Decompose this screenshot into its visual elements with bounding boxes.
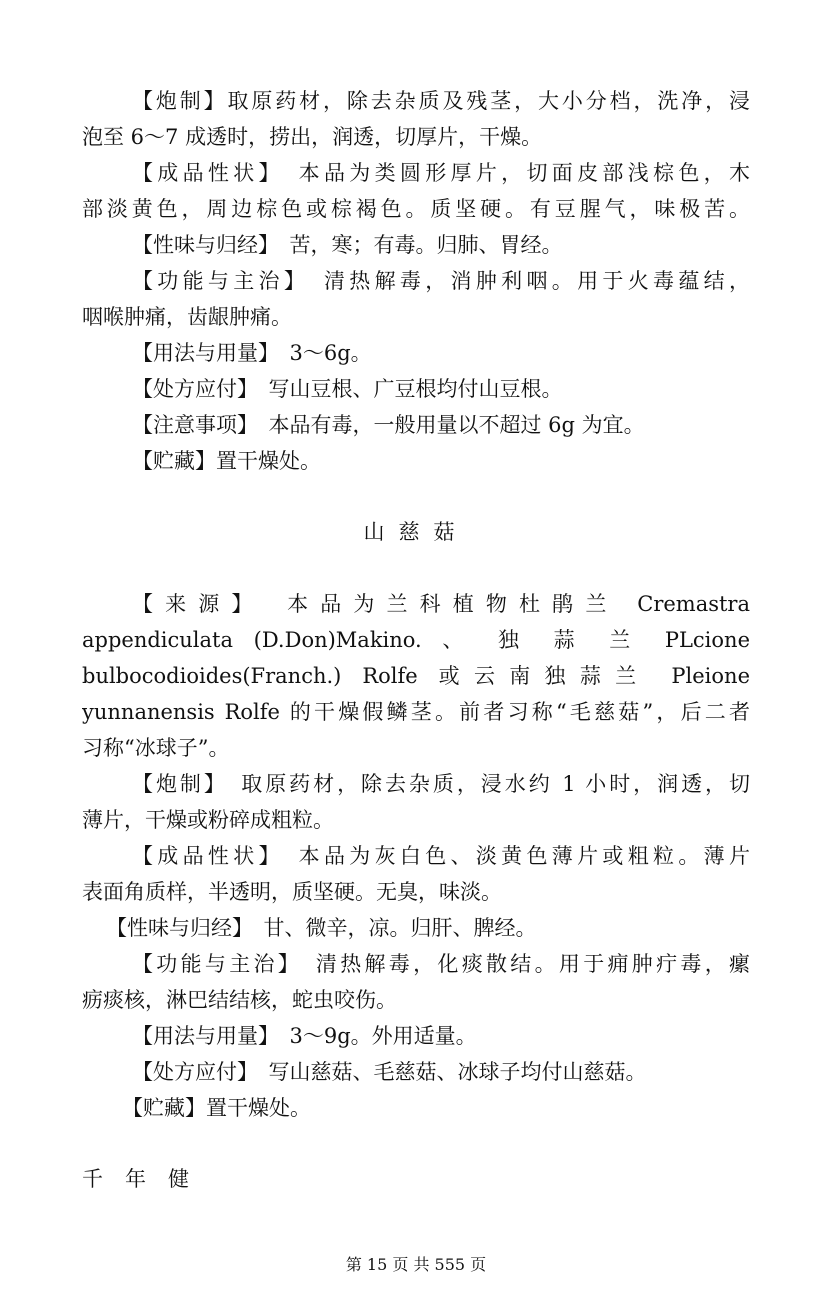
paragraph-line: 咽喉肿痛，齿龈肿痛。 — [82, 305, 292, 329]
paragraph-line: 【炮制】 取原药材，除去杂质，浸水约 1 小时，润透，切 — [132, 772, 750, 796]
paragraph-line: 【注意事项】 本品有毒，一般用量以不超过 6g 为宜。 — [132, 413, 645, 437]
paragraph-line: 表面角质样，半透明，质坚硬。无臭，味淡。 — [82, 880, 502, 904]
page-number-footer: 第 15 页 共 555 页 — [345, 1255, 487, 1274]
paragraph-line: 【用法与用量】 3～6g。 — [132, 341, 372, 365]
paragraph-line: 【处方应付】 写山豆根、广豆根均付山豆根。 — [132, 377, 563, 401]
section-title: 千年健 — [82, 1167, 211, 1191]
paragraph-line: 部淡黄色，周边棕色或棕褐色。质坚硬。有豆腥气，味极苦。 — [82, 197, 750, 221]
paragraph-line: 【贮藏】置干燥处。 — [122, 1096, 311, 1120]
paragraph-line: 泡至 6～7 成透时，捞出，润透，切厚片，干燥。 — [82, 125, 543, 149]
paragraph-line: 【功能与主治】 清热解毒，化痰散结。用于痈肿疔毒，瘰 — [132, 952, 750, 976]
section-title: 山慈菇 — [363, 520, 469, 544]
paragraph-line: 【成品性状】 本品为类圆形厚片，切面皮部浅棕色，木 — [132, 161, 750, 185]
paragraph-line: 【用法与用量】 3～9g。外用适量。 — [132, 1024, 477, 1048]
paragraph-line: 薄片，干燥或粉碎成粗粒。 — [82, 808, 334, 832]
paragraph-line: 【性味与归经】 甘、微辛，凉。归肝、脾经。 — [106, 916, 537, 940]
paragraph-line: 习称“冰球子”。 — [82, 736, 230, 760]
paragraph-line: 【功能与主治】 清热解毒，消肿利咽。用于火毒蕴结， — [132, 269, 750, 293]
paragraph-line: 【处方应付】 写山慈菇、毛慈菇、冰球子均付山慈菇。 — [132, 1060, 647, 1084]
paragraph-line: 【来源】 本品为兰科植物杜鹃兰 Cremastra — [132, 592, 750, 616]
paragraph-line: appendiculata (D.Don)Makino. 、 独 蒜 兰 PLcione — [82, 628, 750, 652]
paragraph-line: 【性味与归经】 苦，寒；有毒。归肺、胃经。 — [132, 233, 563, 257]
paragraph-line: 【贮藏】置干燥处。 — [132, 449, 321, 473]
paragraph-line: 【成品性状】 本品为灰白色、淡黄色薄片或粗粒。薄片 — [132, 844, 750, 868]
paragraph-line: yunnanensis Rolfe 的干燥假鳞茎。前者习称“毛慈菇”，后二者 — [82, 700, 750, 724]
paragraph-line: 疬痰核，淋巴结结核，蛇虫咬伤。 — [82, 988, 397, 1012]
paragraph-line: 【炮制】取原药材，除去杂质及残茎，大小分档，洗净，浸 — [132, 89, 750, 113]
paragraph-line: bulbocodioides(Franch.) Rolfe 或云南独蒜兰 Pleione — [82, 664, 750, 688]
